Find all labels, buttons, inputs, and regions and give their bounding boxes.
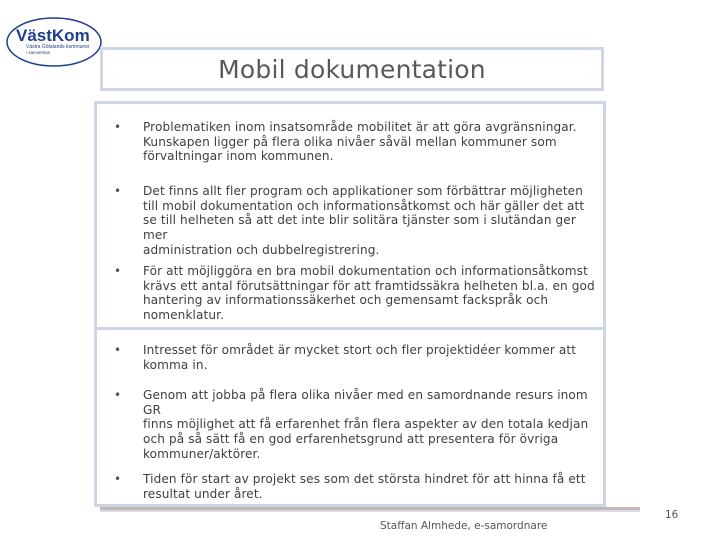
list-item xyxy=(143,472,598,501)
line: komma in. xyxy=(143,357,208,372)
logo-name: VästKom xyxy=(16,26,90,45)
title-box xyxy=(100,47,604,91)
slide-title: Mobil dokumentation xyxy=(218,54,486,84)
list-item xyxy=(143,264,598,323)
line: och på så sätt få en god erfarenhetsgrund att presentera för övriga xyxy=(143,432,559,447)
line: administration och dubbelregistrering. xyxy=(143,242,380,257)
line: För att möjliggöra en bra mobil dokumentation och informationsåtkomst xyxy=(143,264,588,278)
line: kommuner/aktörer. xyxy=(143,446,261,461)
line: krävs ett antal förutsättningar för att framtidssäkra helheten bl.a. en god xyxy=(143,278,595,293)
bullet-marker: • xyxy=(114,120,122,134)
line: Problematiken inom insatsområde mobilitet är att göra avgränsningar. xyxy=(143,120,577,134)
footer-author: Staffan Almhede, e-samordnare xyxy=(380,520,548,532)
page-number: 16 xyxy=(665,509,679,521)
list-item xyxy=(143,120,598,164)
line: hantering av informationssäkerhet och gemensamt fackspråk och xyxy=(143,293,549,308)
logo-sub: i samverkan xyxy=(26,50,51,55)
bullet-marker: • xyxy=(114,472,122,486)
bullet-marker: • xyxy=(114,343,122,357)
line: Genom att jobba på flera olika nivåer med en samordnande resurs inom GR xyxy=(143,388,588,417)
footer-divider-accent xyxy=(100,510,640,512)
line: Det finns allt fler program och applikationer som förbättrar möjligheten xyxy=(143,184,583,198)
line: Kunskapen ligger på flera olika nivåer såväl mellan kommuner som xyxy=(143,134,557,149)
logo-tagline: Västra Götalands kommuner xyxy=(26,44,90,50)
line: Intresset för området är mycket stort och fler projektidéer kommer att xyxy=(143,343,577,357)
line: förvaltningar inom kommunen. xyxy=(143,149,334,164)
bullet-marker: • xyxy=(114,264,122,278)
line: Tiden för start av projekt ses som det största hindret för att hinna få ett xyxy=(143,472,586,486)
line: till mobil dokumentation och informationsåtkomst och här gäller det att xyxy=(143,198,585,213)
list-item xyxy=(143,184,598,258)
bullet-marker: • xyxy=(114,184,122,198)
line: finns möjlighet att få erfarenhet från flera aspekter av den totala kedjan xyxy=(143,417,589,432)
line: resultat under året. xyxy=(143,486,263,501)
line: se till helheten så att det inte blir solitära tjänster som i slutändan ger mer xyxy=(143,213,576,243)
bullet-marker: • xyxy=(114,388,122,402)
vastkom-logo xyxy=(4,16,104,68)
list-item xyxy=(143,388,598,462)
line: nomenklatur. xyxy=(143,308,225,323)
list-item xyxy=(143,343,598,372)
